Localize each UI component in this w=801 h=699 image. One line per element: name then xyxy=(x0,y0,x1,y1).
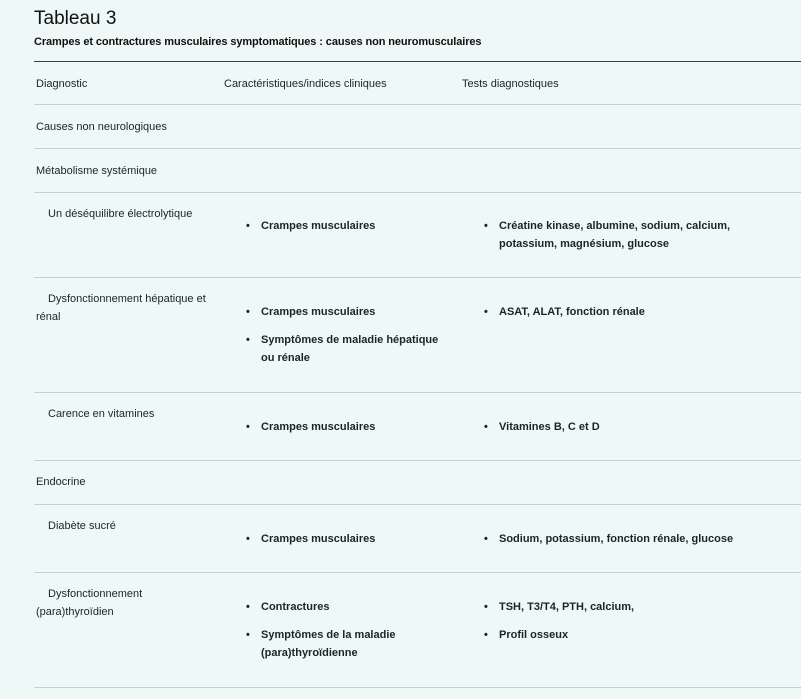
table-row xyxy=(34,149,801,193)
test-item: • Sodium, potassium, fonction rénale, glucose xyxy=(462,530,801,548)
clinical-item: • Crampes musculaires xyxy=(224,418,449,436)
row-diagnostic: Endocrine xyxy=(36,476,86,488)
table-row xyxy=(34,573,801,688)
clinical-item: • Crampes musculaires xyxy=(224,217,449,235)
clinical-item: • Symptômes de maladie hépatique ou rénale xyxy=(224,331,454,367)
table-row xyxy=(34,393,801,461)
test-item: • ASAT, ALAT, fonction rénale xyxy=(462,303,801,321)
test-item: • TSH, T3/T4, PTH, calcium, xyxy=(462,598,801,616)
row-diagnostic: Diabète sucré xyxy=(48,520,116,532)
row-tests xyxy=(462,530,801,558)
row-diagnostic: Causes non neurologiques xyxy=(36,121,167,133)
clinical-item: • Symptômes de la maladie (para)thyroïdienne xyxy=(224,626,424,662)
table-row xyxy=(34,278,801,393)
row-tests xyxy=(462,418,801,446)
test-item: • Vitamines B, C et D xyxy=(462,418,801,436)
header-diagnostic: Diagnostic xyxy=(36,78,88,90)
row-diagnostic: Dysfonctionnement hépatique et rénal xyxy=(36,293,206,323)
table-header-row xyxy=(34,62,801,105)
row-clinical xyxy=(224,598,424,672)
clinical-item: • Crampes musculaires xyxy=(224,303,454,321)
table-row xyxy=(34,461,801,505)
row-tests xyxy=(462,217,782,263)
clinical-item: • Contractures xyxy=(224,598,424,616)
test-item: • Profil osseux xyxy=(462,626,801,644)
header-tests: Tests diagnostiques xyxy=(462,78,559,90)
row-diagnostic: Dysfonctionnement (para)thyroïdien xyxy=(36,588,143,618)
row-clinical xyxy=(224,418,449,446)
table-row xyxy=(34,505,801,573)
row-clinical xyxy=(224,217,449,245)
row-tests xyxy=(462,598,801,654)
row-tests xyxy=(462,303,801,331)
row-diagnostic: Carence en vitamines xyxy=(48,408,155,420)
clinical-item: • Crampes musculaires xyxy=(224,530,449,548)
row-diagnostic: Métabolisme systémique xyxy=(36,165,158,177)
table-row xyxy=(34,193,801,278)
table-row xyxy=(34,105,801,149)
row-diagnostic: Un déséquilibre électrolytique xyxy=(48,208,193,220)
row-clinical xyxy=(224,303,454,377)
row-clinical xyxy=(224,530,449,558)
table-subtitle: Crampes et contractures musculaires symptomatiques : causes non neuromusculaires xyxy=(34,36,482,48)
header-clinical: Caractéristiques/indices cliniques xyxy=(224,78,387,90)
test-item: • Créatine kinase, albumine, sodium, calcium, potassium, magnésium, glucose xyxy=(462,217,782,253)
table-title: Tableau 3 xyxy=(34,8,117,29)
